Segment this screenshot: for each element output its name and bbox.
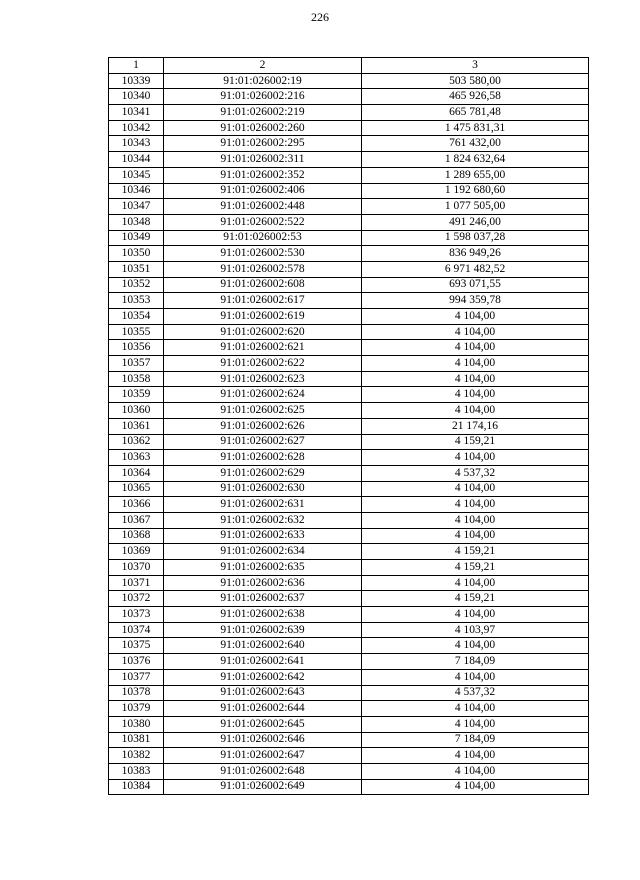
row-number-cell: 10384 [109,779,164,795]
table-row [109,418,589,434]
table-row [109,497,589,513]
value-cell: 1 598 037,28 [362,230,589,246]
table-body [109,73,589,795]
cadastral-number-cell: 91:01:026002:644 [164,701,362,717]
row-number-cell: 10376 [109,654,164,670]
row-number-cell: 10365 [109,481,164,497]
data-table [108,57,589,795]
cadastral-number-cell: 91:01:026002:630 [164,481,362,497]
value-cell: 4 104,00 [362,497,589,513]
row-number-cell: 10347 [109,199,164,215]
cadastral-number-cell: 91:01:026002:19 [164,73,362,89]
row-number-cell: 10345 [109,167,164,183]
value-cell: 503 580,00 [362,73,589,89]
cadastral-number-cell: 91:01:026002:642 [164,669,362,685]
cadastral-number-cell: 91:01:026002:448 [164,199,362,215]
table-row [109,481,589,497]
table-row [109,261,589,277]
row-number-cell: 10357 [109,356,164,372]
row-number-cell: 10378 [109,685,164,701]
cadastral-number-cell: 91:01:026002:648 [164,763,362,779]
value-cell: 4 104,00 [362,716,589,732]
table-row [109,528,589,544]
row-number-cell: 10380 [109,716,164,732]
cadastral-number-cell: 91:01:026002:622 [164,356,362,372]
value-cell: 4 104,00 [362,763,589,779]
cadastral-number-cell: 91:01:026002:632 [164,512,362,528]
cadastral-number-cell: 91:01:026002:638 [164,607,362,623]
cadastral-number-cell: 91:01:026002:619 [164,309,362,325]
row-number-cell: 10372 [109,591,164,607]
table-row [109,136,589,152]
row-number-cell: 10366 [109,497,164,513]
row-number-cell: 10361 [109,418,164,434]
table-row [109,450,589,466]
table-row [109,387,589,403]
value-cell: 4 104,00 [362,779,589,795]
cadastral-number-cell: 91:01:026002:634 [164,544,362,560]
table-row [109,512,589,528]
table-row [109,685,589,701]
table-row [109,732,589,748]
table-row [109,434,589,450]
table-row [109,403,589,419]
value-cell: 4 104,00 [362,371,589,387]
row-number-cell: 10375 [109,638,164,654]
cadastral-number-cell: 91:01:026002:628 [164,450,362,466]
row-number-cell: 10360 [109,403,164,419]
row-number-cell: 10377 [109,669,164,685]
table-row [109,214,589,230]
row-number-cell: 10356 [109,340,164,356]
cadastral-number-cell: 91:01:026002:623 [164,371,362,387]
value-cell: 693 071,55 [362,277,589,293]
cadastral-number-cell: 91:01:026002:637 [164,591,362,607]
row-number-cell: 10343 [109,136,164,152]
value-cell: 4 104,00 [362,356,589,372]
value-cell: 7 184,09 [362,732,589,748]
row-number-cell: 10344 [109,152,164,168]
row-number-cell: 10367 [109,512,164,528]
value-cell: 1 192 680,60 [362,183,589,199]
value-cell: 4 159,21 [362,560,589,576]
value-cell: 4 159,21 [362,434,589,450]
row-number-cell: 10358 [109,371,164,387]
value-cell: 4 104,00 [362,403,589,419]
value-cell: 465 926,58 [362,89,589,105]
cadastral-number-cell: 91:01:026002:629 [164,465,362,481]
table-row [109,465,589,481]
cadastral-number-cell: 91:01:026002:530 [164,246,362,262]
cadastral-number-cell: 91:01:026002:627 [164,434,362,450]
value-cell: 4 104,00 [362,607,589,623]
row-number-cell: 10355 [109,324,164,340]
row-number-cell: 10339 [109,73,164,89]
cadastral-number-cell: 91:01:026002:633 [164,528,362,544]
row-number-cell: 10341 [109,105,164,121]
table-row [109,340,589,356]
row-number-cell: 10349 [109,230,164,246]
table-row [109,654,589,670]
table-row [109,607,589,623]
cadastral-number-cell: 91:01:026002:625 [164,403,362,419]
table-row [109,89,589,105]
table-row [109,324,589,340]
cadastral-number-cell: 91:01:026002:216 [164,89,362,105]
cadastral-number-cell: 91:01:026002:406 [164,183,362,199]
value-cell: 4 104,00 [362,669,589,685]
row-number-cell: 10359 [109,387,164,403]
value-cell: 994 359,78 [362,293,589,309]
cadastral-number-cell: 91:01:026002:578 [164,261,362,277]
table-row [109,167,589,183]
cadastral-number-cell: 91:01:026002:647 [164,748,362,764]
value-cell: 4 104,00 [362,748,589,764]
value-cell: 4 537,32 [362,685,589,701]
column-header-2: 2 [164,58,362,74]
value-cell: 836 949,26 [362,246,589,262]
cadastral-number-cell: 91:01:026002:649 [164,779,362,795]
row-number-cell: 10340 [109,89,164,105]
value-cell: 4 104,00 [362,528,589,544]
value-cell: 4 103,97 [362,622,589,638]
table-row [109,779,589,795]
row-number-cell: 10370 [109,560,164,576]
value-cell: 1 289 655,00 [362,167,589,183]
cadastral-number-cell: 91:01:026002:608 [164,277,362,293]
row-number-cell: 10368 [109,528,164,544]
table-row [109,120,589,136]
column-header-1: 1 [109,58,164,74]
row-number-cell: 10351 [109,261,164,277]
cadastral-number-cell: 91:01:026002:617 [164,293,362,309]
row-number-cell: 10371 [109,575,164,591]
value-cell: 4 159,21 [362,544,589,560]
table-row [109,716,589,732]
table-row [109,763,589,779]
table-row [109,73,589,89]
value-cell: 4 104,00 [362,638,589,654]
table-row [109,591,589,607]
value-cell: 4 104,00 [362,512,589,528]
value-cell: 4 104,00 [362,340,589,356]
table-row [109,701,589,717]
column-header-3: 3 [362,58,589,74]
table-row [109,105,589,121]
value-cell: 4 159,21 [362,591,589,607]
value-cell: 4 104,00 [362,324,589,340]
row-number-cell: 10342 [109,120,164,136]
cadastral-number-cell: 91:01:026002:260 [164,120,362,136]
row-number-cell: 10364 [109,465,164,481]
table-row [109,638,589,654]
value-cell: 4 104,00 [362,701,589,717]
cadastral-number-cell: 91:01:026002:295 [164,136,362,152]
row-number-cell: 10379 [109,701,164,717]
cadastral-number-cell: 91:01:026002:635 [164,560,362,576]
row-number-cell: 10369 [109,544,164,560]
cadastral-number-cell: 91:01:026002:620 [164,324,362,340]
value-cell: 491 246,00 [362,214,589,230]
cadastral-number-cell: 91:01:026002:352 [164,167,362,183]
table-row [109,309,589,325]
value-cell: 21 174,16 [362,418,589,434]
cadastral-number-cell: 91:01:026002:522 [164,214,362,230]
value-cell: 4 537,32 [362,465,589,481]
table-header-row [109,58,589,74]
cadastral-number-cell: 91:01:026002:639 [164,622,362,638]
row-number-cell: 10383 [109,763,164,779]
cadastral-number-cell: 91:01:026002:311 [164,152,362,168]
table-row [109,199,589,215]
table-row [109,356,589,372]
cadastral-number-cell: 91:01:026002:646 [164,732,362,748]
table-row [109,575,589,591]
table-row [109,152,589,168]
table-row [109,246,589,262]
value-cell: 4 104,00 [362,481,589,497]
row-number-cell: 10382 [109,748,164,764]
row-number-cell: 10362 [109,434,164,450]
value-cell: 4 104,00 [362,387,589,403]
value-cell: 4 104,00 [362,450,589,466]
table-row [109,748,589,764]
cadastral-number-cell: 91:01:026002:53 [164,230,362,246]
table-row [109,622,589,638]
cadastral-number-cell: 91:01:026002:636 [164,575,362,591]
cadastral-number-cell: 91:01:026002:624 [164,387,362,403]
row-number-cell: 10346 [109,183,164,199]
row-number-cell: 10373 [109,607,164,623]
table-row [109,371,589,387]
table-row [109,183,589,199]
row-number-cell: 10352 [109,277,164,293]
row-number-cell: 10353 [109,293,164,309]
row-number-cell: 10363 [109,450,164,466]
row-number-cell: 10381 [109,732,164,748]
value-cell: 761 432,00 [362,136,589,152]
table-row [109,293,589,309]
row-number-cell: 10350 [109,246,164,262]
cadastral-number-cell: 91:01:026002:645 [164,716,362,732]
value-cell: 665 781,48 [362,105,589,121]
value-cell: 1 077 505,00 [362,199,589,215]
value-cell: 1 824 632,64 [362,152,589,168]
cadastral-number-cell: 91:01:026002:626 [164,418,362,434]
value-cell: 6 971 482,52 [362,261,589,277]
row-number-cell: 10348 [109,214,164,230]
table-row [109,230,589,246]
value-cell: 4 104,00 [362,575,589,591]
cadastral-number-cell: 91:01:026002:631 [164,497,362,513]
cadastral-number-cell: 91:01:026002:621 [164,340,362,356]
value-cell: 1 475 831,31 [362,120,589,136]
table-row [109,669,589,685]
page-number: 226 [311,10,329,24]
value-cell: 4 104,00 [362,309,589,325]
table-row [109,560,589,576]
table-row [109,277,589,293]
cadastral-number-cell: 91:01:026002:640 [164,638,362,654]
row-number-cell: 10354 [109,309,164,325]
cadastral-number-cell: 91:01:026002:219 [164,105,362,121]
cadastral-number-cell: 91:01:026002:643 [164,685,362,701]
row-number-cell: 10374 [109,622,164,638]
value-cell: 7 184,09 [362,654,589,670]
cadastral-number-cell: 91:01:026002:641 [164,654,362,670]
table-row [109,544,589,560]
